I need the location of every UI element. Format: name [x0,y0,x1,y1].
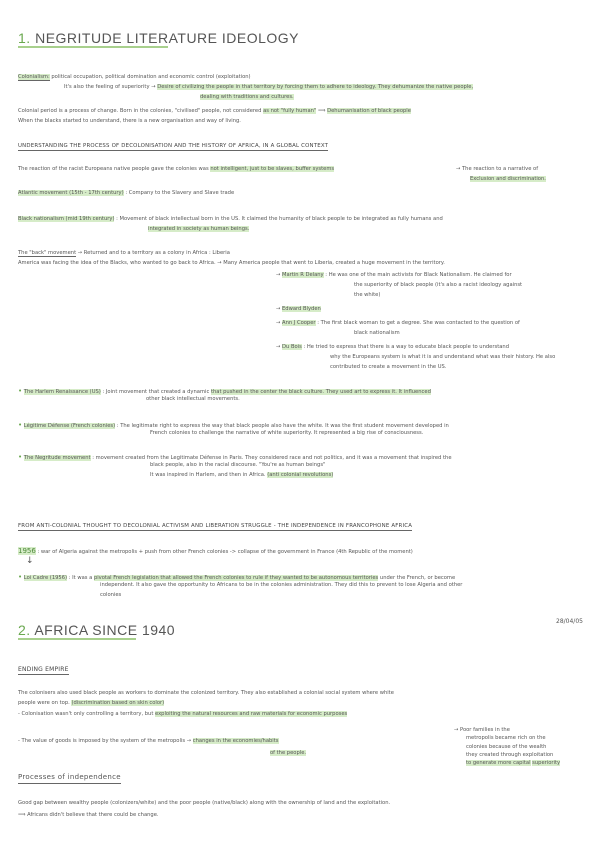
cooper-line-2: black nationalism [354,330,400,336]
loi-line-2: independent. It also gave the opportunity to Africans to be in the colonies administration. They did this to prevent to lose Algeria and other [100,582,463,588]
delany-label: Martin R Delany [282,272,324,278]
bullet-icon: • [18,453,23,461]
s2-line-5: Good gap between wealthy people (colonizers/white) and the poor people (native/black) along with the ownership of land and the exploitation. [18,800,391,806]
arrow-icon: → [276,272,281,278]
side-text-1: Poor families in the [460,727,510,733]
dubois-text: : He tried to express that there is a way to educate black people to understand [303,344,509,350]
arrow-icon: → [217,260,222,266]
colonialism-line [18,74,251,82]
dubois-line [276,344,509,352]
y1956-line [18,546,413,557]
ending-heading: ENDING EMPIRE [18,666,69,673]
bullet-icon: • [18,387,23,395]
delany-line-3: the white) [354,292,381,298]
arrow-icon: → [276,306,281,312]
process-line-1 [18,108,411,116]
colonialism-line-3 [200,94,294,102]
title-underline [18,46,168,48]
atlantic-text: : Company to the Slavery and Slave trade [125,190,235,196]
harlem-text-a: : Joint movement that created a dynamic [102,389,210,395]
understanding-heading: UNDERSTANDING THE PROCESS OF DECOLONISATION AND THE HISTORY OF AFRICA, IN A GLOBAL CONTEXT [18,142,328,151]
delany-text: : He was one of the main activists for Black Nationalism. He claimed for [325,272,512,278]
section-1-title-text: NEGRITUDE LITERATURE IDEOLOGY [35,30,300,46]
delany-line [276,272,512,280]
side-text-5: to generate more capital [466,760,531,767]
s2-line-2 [18,700,164,708]
s2-line-6 [18,812,159,820]
harlem-label: The Harlem Renaissance (US) [23,389,101,395]
side-note-5 [454,759,560,767]
loi-text-b: pivotal French legislation that allowed the French colonies to rule if they wanted to be autonomous territories [93,575,379,581]
loi-line-3: colonies [100,592,122,598]
negritude-line-2: black people, also in the racial discourse. "You're as human beings" [150,462,326,468]
reaction-text-d: Exclusion and discrimination. [470,176,546,182]
s2-line-4 [18,738,279,746]
colonialism-label: Colonialism: [18,74,50,80]
reaction-text-a: The reaction of the racist Europeans native people gave the colonies was [18,166,209,172]
loi-label: Loi Cadre (1956) [23,575,68,581]
side-note-3: colonies because of the wealth [466,743,547,750]
black-nationalism-line-2 [148,226,249,234]
s2-text-6a: Africans didn't believe that there could be change. [27,812,159,818]
america-line [18,260,445,268]
back-movement-label: The "back" movement [18,250,77,256]
blyden-label: Edward Blyden [282,306,321,312]
s2-text-2b: (discrimination based on skin color) [71,700,165,706]
s2-text-4c: of the people. [270,750,307,756]
cooper-text: : The first black woman to get a degree. She was contacted to the question of [317,320,520,326]
process-text-a: Colonial period is a process of change. Born in the colonies, "civilised" people, not considered [18,108,262,114]
black-nationalism-line [18,216,443,224]
cooper-line [276,320,520,328]
reaction-text-b: not intelligent, just to be slaves, buffer systems [210,166,335,172]
civilizing-desire: Desire of civilizing the people in that territory by forcing them to adhere to ideology. They dehumanize the native people, [157,84,474,90]
negritude-line-3 [150,472,333,480]
anticolonial-heading: FROM ANTI-COLONIAL THOUGHT TO DECOLONIAL ACTIVISM AND LIBERATION STRUGGLE - THE INDEPENDENCE IN FRANCOPHONE AFRICA [18,522,412,531]
bullet-icon: • [18,421,23,429]
section-1-number: 1. [18,30,31,46]
loi-text-c: under the French, or become [379,575,456,581]
process-text-2: When the blacks started to understand, there is a new organisation and way of living. [18,118,241,124]
colonialism-line-2 [64,84,473,92]
america-arrow-text: Many America people that went to Liberia, created a huge movement in the territory. [223,260,445,266]
blyden-line [276,306,321,314]
arrow-icon: → [276,320,281,326]
s2-text-3b: exploiting the natural resources and raw materials for economic purposes [155,711,348,717]
arrow-icon: → [186,738,192,744]
long-arrow-icon: ⟹ [317,108,326,114]
traditions-text: dealing with traditions and cultures. [200,94,294,100]
harlem-text-b: that pushed in the center the black culture. They used art to express it. It influenced [210,389,431,395]
dubois-line-2: why the Europeans system is what it is and understand what was their history. He also [330,354,556,360]
legitime-line-2: French colonies to challenge the narrative of white superiority. It represented a big rise of consciousness. [150,430,424,436]
arrow-icon: → [77,250,83,256]
atlantic-label: Atlantic movement (15th - 17th century) [18,190,124,196]
arrow-icon: → [454,727,459,733]
side-note-2: metropolis became rich on the [466,735,546,742]
long-arrow-icon: ⟹ [18,812,26,818]
colonialism-definition: political occupation, political domination and economic control (exploitation) [51,74,251,80]
s2-line-1: The colonisers also used black people as workers to dominate the colonized territory. They also established a colonial social system where white [18,690,394,696]
negritude-text-c: It was inspired in Harlem, and then in Africa. [150,472,266,478]
s2-line-4c [270,750,306,758]
dubois-label: Du Bois [282,344,302,350]
down-arrow-icon: ↓ [26,556,34,566]
process-text-b: as not "fully human" [263,108,317,114]
black-nationalism-label: Black nationalism (mid 19th century) [18,216,115,222]
side-note [454,726,560,768]
delany-line-2: the superiority of black people (it's also a racist ideology against [354,282,523,288]
reaction-side [456,166,538,174]
s2-text-4a: - The value of goods is imposed by the system of the metropolis [18,738,186,744]
s2-text-4b: changes in the economies/habits [192,738,279,744]
legitime-label: Légitime Défense (French colonies) [23,423,116,429]
year-1956-text: : war of Algeria against the metropolis + push from other French colonies -> collapse of the government in France (4th Republic of the moment) [37,549,413,555]
section-2-title-text: AFRICA SINCE 1940 [34,622,176,638]
s2-text-3a: - Colonisation wasn't only controlling a territory, but [18,711,154,717]
cooper-label: Ann J Cooper [282,320,316,326]
arrow-icon: → [456,166,461,172]
side-note-4: they created through exploitation [466,751,554,758]
arrow-icon: → [276,344,281,350]
bullet-icon: • [18,573,23,581]
legitime-text-a: : The legitimate right to express the way that black people also have the white. It was the first student movement developed in [116,423,449,429]
arrow-icon: → [151,84,156,90]
year-1956: 1956 [18,547,36,555]
reaction-text-c: The reaction to a narrative of [462,166,539,172]
s2-text-2a: people were on top. [18,700,70,706]
america-text: America was facing the idea of the Blacks, who wanted to go back to Africa. [18,260,216,266]
dubois-line-3: contributed to create a movement in the US. [330,364,447,370]
process-line-2 [18,118,241,126]
negritude-text-a: : movement created from the Legitimate Défense in Paris. They considered race and not politics, and it was a movement that inspired the [92,455,452,461]
dehumanisation-text: Dehumanisation of black people [327,108,411,114]
colonialism-superiority: It's also the feeling of superiority [64,84,150,90]
side-note-1 [454,726,560,734]
negritude-label: The Negritude movement [23,455,91,461]
harlem-line-2: other black intellectual movements. [146,396,240,402]
back-movement-text: Returned and to a territory as a colony in Africa : Liberia [83,250,230,256]
date-label: 28/04/05 [556,618,583,625]
reaction-line [18,166,334,174]
loi-text-a: : It was a [68,575,93,581]
reaction-side-2 [470,176,546,184]
back-movement-line [18,250,230,258]
negritude-text-d: (anti colonial revolutions) [267,472,334,478]
atlantic-line [18,190,234,198]
s2-line-3 [18,711,347,719]
processes-heading: Processes of independence [18,772,121,784]
section-2-number: 2. [18,622,31,638]
black-nationalism-text-a: : Movement of black intellectual born in the US. It claimed the humanity of black people to be integrated as fully humans and [116,216,443,222]
black-nationalism-text-b: integrated in society as human beings. [148,226,250,232]
side-text-5b: superiority [532,760,561,767]
title-2-underline [18,638,136,640]
